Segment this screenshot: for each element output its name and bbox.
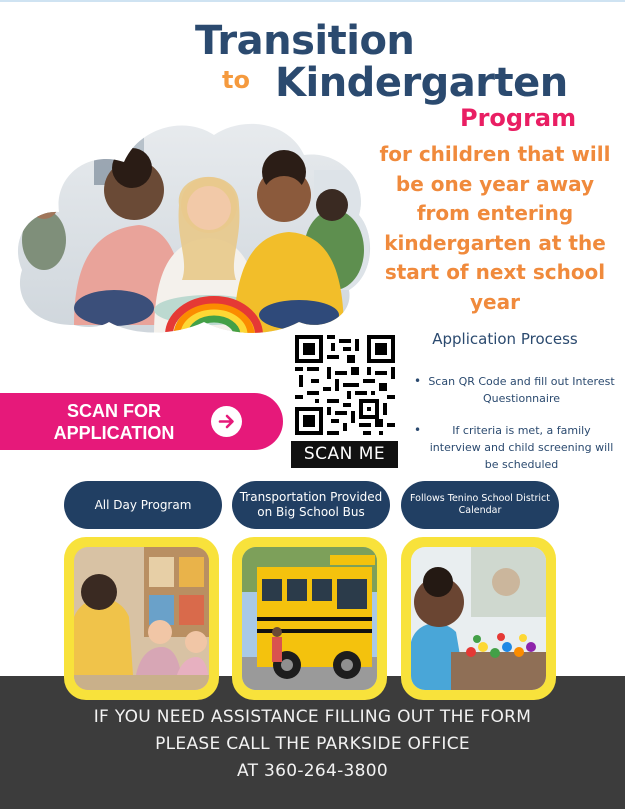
title-program: Program xyxy=(460,104,577,132)
application-process-heading: Application Process xyxy=(432,330,578,348)
feature-all-day-program: All Day Program xyxy=(64,481,222,529)
list-item: • Scan QR Code and fill out Interest Questionnaire xyxy=(410,373,615,407)
scan-me-label: SCAN ME xyxy=(291,441,398,468)
scan-for-application-banner[interactable] xyxy=(0,393,283,450)
scan-for-application-label xyxy=(44,400,184,444)
arrow-right-circle-icon[interactable] xyxy=(211,406,242,437)
title-transition: Transition xyxy=(195,18,415,64)
title-kindergarten: Kindergarten xyxy=(275,60,568,106)
top-border-line xyxy=(0,0,625,2)
feature-transportation: Transportation Provided on Big School Bus xyxy=(232,481,390,529)
assistance-contact-text xyxy=(0,704,625,785)
scan-label-line1: SCAN FOR xyxy=(67,401,161,421)
footer-line2: PLEASE CALL THE PARKSIDE OFFICE xyxy=(155,734,470,754)
qr-code-block[interactable] xyxy=(291,333,398,468)
scan-label-line2: APPLICATION xyxy=(53,423,175,443)
list-item: • If criteria is met, a family interview and child screening will be scheduled xyxy=(410,422,615,473)
application-process-list xyxy=(410,373,615,488)
school-bus-photo-frame xyxy=(232,537,387,700)
footer-line1: IF YOU NEED ASSISTANCE FILLING OUT THE FORM xyxy=(93,707,532,727)
school-bus-photo xyxy=(242,547,377,690)
title-to: to xyxy=(222,66,250,94)
program-description: for children that will be one year away from entering kindergarten at the start of next school year xyxy=(379,142,611,314)
child-playing-photo xyxy=(411,547,546,690)
child-playing-photo-frame xyxy=(401,537,556,700)
qr-code[interactable] xyxy=(295,335,395,435)
classroom-photo-frame xyxy=(64,537,219,700)
footer-line3: AT 360-264-3800 xyxy=(236,761,389,781)
classroom-photo xyxy=(74,547,209,690)
feature-district-calendar: Follows Tenino School District Calendar xyxy=(401,481,559,529)
children-group-photo xyxy=(14,110,374,335)
